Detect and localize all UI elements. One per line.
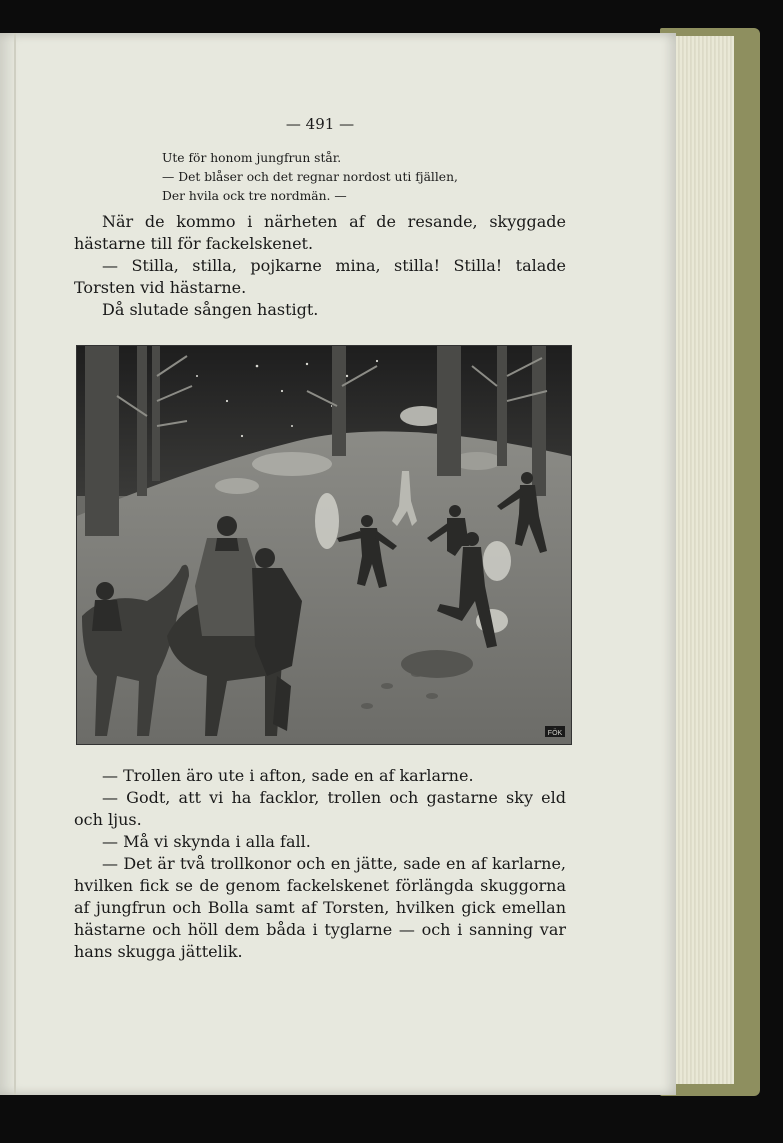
paragraph: — Må vi skynda i alla fall. — [102, 832, 311, 851]
illustration-artwork — [77, 346, 571, 744]
poem-line: Der hvila ock tre nordmän. — — [162, 189, 347, 203]
book-page — [0, 33, 676, 1095]
page-gutter — [14, 33, 16, 1095]
paragraph: — Trollen äro ute i afton, sade en af karlarne. — [102, 766, 474, 785]
paragraph: — Stilla, stilla, pojkarne mina, stilla! Stilla! talade Torsten vid hästarne. — [74, 256, 566, 297]
artist-signature: FÖK — [547, 730, 563, 737]
poem-line: Ute för honom jungfrun står. — [162, 151, 342, 165]
paragraph: När de kommo i närheten af de resande, skyggade hästarne till för fackelskenet. — [74, 212, 566, 253]
body-text-top — [74, 211, 566, 321]
body-text-bottom — [74, 765, 566, 963]
paragraph: — Det är två trollkonor och en jätte, sade en af karlarne, hvilken fick se de genom fackelskenet förlängda skuggorna af jungfrun och Bolla samt af Torsten, hvilken gick emellan hästarne och höll dem båda i tyglarne — och i sanning var hans skugga jättelik. — [74, 854, 566, 961]
illustration-night-forest-riders — [76, 345, 572, 745]
poem-line: — Det blåser och det regnar nordost uti fjällen, — [162, 170, 458, 184]
poem-verse — [162, 149, 458, 206]
paragraph: Då slutade sången hastigt. — [102, 300, 319, 319]
paragraph: — Godt, att vi ha facklor, trollen och gastarne sky eld och ljus. — [74, 788, 566, 829]
page-number: — 491 — — [285, 115, 355, 133]
